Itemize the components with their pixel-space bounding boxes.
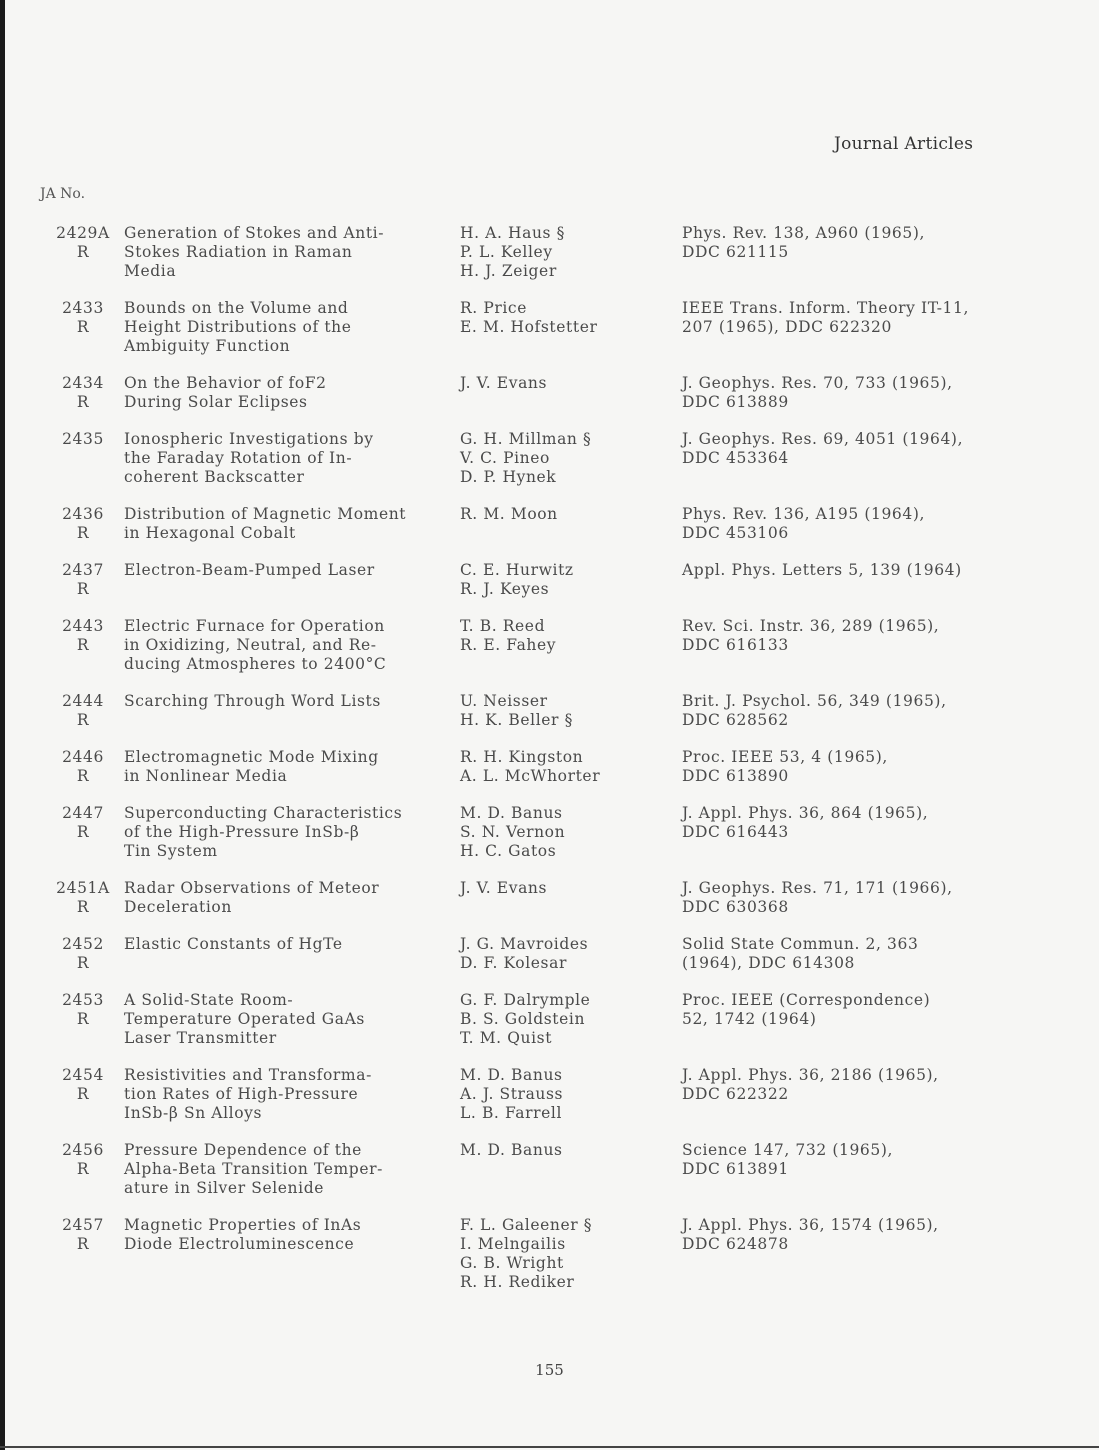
article-title-line: InSb-β Sn Alloys (124, 1104, 263, 1122)
page-edge-rule (0, 0, 5, 1450)
ja-number-value: 2451A (56, 879, 110, 897)
article-title-line: Electron-Beam-Pumped Laser (124, 561, 375, 579)
article-entry (44, 1141, 1064, 1198)
article-reference (682, 299, 1022, 356)
article-authors-line: B. S. Goldstein (460, 1010, 586, 1028)
article-reference (682, 692, 1022, 730)
ja-number (44, 1066, 124, 1123)
ja-number (44, 935, 124, 973)
article-entry (44, 748, 1064, 786)
ja-number-value: 2453 (62, 991, 104, 1009)
ja-number-suffix: R (76, 393, 90, 411)
ja-number (44, 374, 124, 412)
article-reference-line: J. Appl. Phys. 36, 1574 (1965), (682, 1216, 939, 1234)
article-authors (460, 374, 682, 412)
ja-number (44, 505, 124, 543)
article-authors-line: R. Price (460, 299, 527, 317)
article-reference-line: J. Appl. Phys. 36, 864 (1965), (682, 804, 929, 822)
article-title-line: Superconducting Characteristics (124, 804, 403, 822)
ja-number (44, 430, 124, 487)
ja-number (44, 299, 124, 356)
page-number: 155 (535, 1361, 564, 1379)
article-reference-line: IEEE Trans. Inform. Theory IT-11, (682, 299, 969, 317)
ja-number-suffix: R (76, 954, 90, 972)
ja-number-value: 2456 (62, 1141, 104, 1159)
article-authors (460, 617, 682, 674)
article-title-line: tion Rates of High-Pressure (124, 1085, 359, 1103)
article-title-line: in Nonlinear Media (124, 767, 288, 785)
article-authors-line: T. B. Reed (460, 617, 546, 635)
ja-number (44, 804, 124, 861)
article-reference-line: 52, 1742 (1964) (682, 1010, 817, 1028)
article-authors-line: T. M. Quist (460, 1029, 553, 1047)
article-title-line: Alpha-Beta Transition Temper- (124, 1160, 383, 1178)
article-title (124, 561, 460, 599)
article-entry (44, 991, 1064, 1048)
ja-number-suffix: R (76, 1235, 90, 1253)
article-title-line: the Faraday Rotation of In- (124, 449, 353, 467)
ja-number-suffix: R (76, 1010, 90, 1028)
article-title-line: Laser Transmitter (124, 1029, 277, 1047)
article-title-line: Diode Electroluminescence (124, 1235, 355, 1253)
article-authors (460, 1216, 682, 1292)
article-reference (682, 224, 1022, 281)
ja-number-suffix: R (76, 524, 90, 542)
article-authors-line: D. P. Hynek (460, 468, 557, 486)
article-title-line: Temperature Operated GaAs (124, 1010, 365, 1028)
article-title-line: of the High-Pressure InSb-β (124, 823, 360, 841)
ja-number-suffix: R (76, 898, 90, 916)
article-title (124, 430, 460, 487)
article-authors-line: R. H. Kingston (460, 748, 584, 766)
article-entry (44, 430, 1064, 487)
ja-number-value: 2437 (62, 561, 104, 579)
article-reference (682, 804, 1022, 861)
article-reference-line: Phys. Rev. 138, A960 (1965), (682, 224, 926, 242)
article-title-line: Electric Furnace for Operation (124, 617, 385, 635)
article-reference-line: DDC 630368 (682, 898, 789, 916)
article-authors-line: J. V. Evans (460, 879, 548, 897)
article-reference (682, 617, 1022, 674)
article-authors-line: R. H. Rediker (460, 1273, 575, 1291)
article-authors (460, 935, 682, 973)
article-authors (460, 505, 682, 543)
article-authors-line: L. B. Farrell (460, 1104, 563, 1122)
article-reference-line: DDC 453106 (682, 524, 789, 542)
ja-number-suffix: R (76, 823, 90, 841)
journal-article-list (44, 224, 1064, 1310)
article-reference (682, 1066, 1022, 1123)
article-reference (682, 748, 1022, 786)
ja-number-suffix: R (76, 711, 90, 729)
article-title-line: On the Behavior of foF2 (124, 374, 327, 392)
article-authors-line: H. A. Haus § (460, 224, 565, 242)
article-entry (44, 374, 1064, 412)
article-entry (44, 617, 1064, 674)
article-title-line: Ambiguity Function (124, 337, 291, 355)
article-reference-line: Proc. IEEE 53, 4 (1965), (682, 748, 888, 766)
article-title-line: Pressure Dependence of the (124, 1141, 362, 1159)
article-authors (460, 1066, 682, 1123)
article-authors-line: M. D. Banus (460, 804, 563, 822)
article-title-line: Tin System (124, 842, 218, 860)
article-title (124, 1141, 460, 1198)
ja-number-value: 2433 (62, 299, 104, 317)
ja-number (44, 1216, 124, 1292)
ja-number-value: 2444 (62, 692, 104, 710)
article-reference-line: 207 (1965), DDC 622320 (682, 318, 892, 336)
article-reference-line: DDC 616133 (682, 636, 789, 654)
ja-number (44, 692, 124, 730)
article-title (124, 991, 460, 1048)
article-reference-line: DDC 613889 (682, 393, 789, 411)
ja-number-value: 2435 (62, 430, 104, 448)
article-reference-line: (1964), DDC 614308 (682, 954, 856, 972)
article-title-line: coherent Backscatter (124, 468, 305, 486)
article-authors-line: D. F. Kolesar (460, 954, 567, 972)
article-authors-line: R. J. Keyes (460, 580, 550, 598)
ja-number-value: 2457 (62, 1216, 104, 1234)
ja-number (44, 224, 124, 281)
article-reference-line: DDC 613890 (682, 767, 789, 785)
ja-number-value: 2447 (62, 804, 104, 822)
article-authors (460, 692, 682, 730)
article-reference-line: DDC 624878 (682, 1235, 789, 1253)
article-title-line: ducing Atmospheres to 2400°C (124, 655, 387, 673)
article-entry (44, 804, 1064, 861)
article-reference-line: J. Appl. Phys. 36, 2186 (1965), (682, 1066, 939, 1084)
ja-number-suffix: R (76, 243, 90, 261)
ja-number-suffix: R (76, 318, 90, 336)
article-entry (44, 224, 1064, 281)
article-title (124, 692, 460, 730)
article-authors-line: S. N. Vernon (460, 823, 566, 841)
ja-number-suffix: R (76, 1085, 90, 1103)
ja-number (44, 991, 124, 1048)
article-authors (460, 224, 682, 281)
article-title-line: Scarching Through Word Lists (124, 692, 381, 710)
article-reference-line: DDC 616443 (682, 823, 789, 841)
article-title (124, 804, 460, 861)
article-title (124, 935, 460, 973)
article-reference (682, 1216, 1022, 1292)
article-entry (44, 1216, 1064, 1292)
article-reference (682, 505, 1022, 543)
article-reference-line: Rev. Sci. Instr. 36, 289 (1965), (682, 617, 940, 635)
article-title-line: Media (124, 262, 177, 280)
article-title (124, 1216, 460, 1292)
article-title-line: Ionospheric Investigations by (124, 430, 374, 448)
ja-number-suffix: R (76, 636, 90, 654)
ja-number (44, 748, 124, 786)
article-reference-line: Phys. Rev. 136, A195 (1964), (682, 505, 926, 523)
article-title-line: A Solid-State Room- (124, 991, 294, 1009)
article-title (124, 505, 460, 543)
article-authors-line: H. K. Beller § (460, 711, 573, 729)
article-title (124, 374, 460, 412)
article-authors-line: H. C. Gatos (460, 842, 557, 860)
article-authors-line: H. J. Zeiger (460, 262, 557, 280)
article-authors (460, 991, 682, 1048)
article-reference-line: Brit. J. Psychol. 56, 349 (1965), (682, 692, 947, 710)
ja-number-value: 2443 (62, 617, 104, 635)
ja-number-value: 2429A (56, 224, 110, 242)
article-reference (682, 991, 1022, 1048)
article-title-line: Height Distributions of the (124, 318, 352, 336)
article-authors (460, 804, 682, 861)
article-reference-line: DDC 613891 (682, 1160, 789, 1178)
article-reference-line: Appl. Phys. Letters 5, 139 (1964) (682, 561, 962, 579)
article-reference-line: DDC 628562 (682, 711, 789, 729)
article-title (124, 879, 460, 917)
ja-number-value: 2446 (62, 748, 104, 766)
article-authors-line: C. E. Hurwitz (460, 561, 574, 579)
ja-number (44, 1141, 124, 1198)
article-authors-line: E. M. Hofstetter (460, 318, 598, 336)
article-authors (460, 299, 682, 356)
article-entry (44, 692, 1064, 730)
article-reference (682, 374, 1022, 412)
article-authors-line: G. B. Wright (460, 1254, 564, 1272)
article-reference-line: Proc. IEEE (Correspondence) (682, 991, 931, 1009)
article-title-line: Bounds on the Volume and (124, 299, 349, 317)
ja-number-suffix: R (76, 767, 90, 785)
bottom-rule (0, 1446, 1099, 1448)
article-reference (682, 935, 1022, 973)
article-title-line: Deceleration (124, 898, 232, 916)
ja-number-value: 2436 (62, 505, 104, 523)
article-title (124, 1066, 460, 1123)
article-authors (460, 561, 682, 599)
article-title (124, 224, 460, 281)
article-reference-line: DDC 621115 (682, 243, 789, 261)
article-authors-line: R. M. Moon (460, 505, 558, 523)
article-authors (460, 748, 682, 786)
ja-number (44, 561, 124, 599)
article-entry (44, 1066, 1064, 1123)
article-authors-line: J. V. Evans (460, 374, 548, 392)
article-entry (44, 561, 1064, 599)
article-entry (44, 879, 1064, 917)
article-reference-line: J. Geophys. Res. 69, 4051 (1964), (682, 430, 964, 448)
ja-number (44, 617, 124, 674)
article-title-line: Resistivities and Transforma- (124, 1066, 372, 1084)
article-authors-line: A. J. Strauss (460, 1085, 564, 1103)
article-title-line: Stokes Radiation in Raman (124, 243, 353, 261)
article-entry (44, 935, 1064, 973)
article-title-line: Electromagnetic Mode Mixing (124, 748, 379, 766)
article-reference-line: DDC 622322 (682, 1085, 789, 1103)
article-authors-line: P. L. Kelley (460, 243, 553, 261)
article-reference (682, 1141, 1022, 1198)
article-title-line: in Oxidizing, Neutral, and Re- (124, 636, 377, 654)
article-authors-line: U. Neisser (460, 692, 548, 710)
article-entry (44, 299, 1064, 356)
article-title-line: Elastic Constants of HgTe (124, 935, 343, 953)
article-authors-line: V. C. Pineo (460, 449, 550, 467)
article-title-line: ature in Silver Selenide (124, 1179, 324, 1197)
article-authors-line: M. D. Banus (460, 1066, 563, 1084)
ja-number-value: 2434 (62, 374, 104, 392)
article-reference-line: Science 147, 732 (1965), (682, 1141, 894, 1159)
ja-number-suffix: R (76, 1160, 90, 1178)
ja-number-value: 2452 (62, 935, 104, 953)
article-title (124, 617, 460, 674)
article-reference-line: J. Geophys. Res. 71, 171 (1966), (682, 879, 953, 897)
article-title-line: Magnetic Properties of InAs (124, 1216, 362, 1234)
article-reference (682, 879, 1022, 917)
article-authors-line: M. D. Banus (460, 1141, 563, 1159)
article-title (124, 299, 460, 356)
column-label-ja-no: JA No. (40, 186, 86, 202)
article-title-line: Distribution of Magnetic Moment (124, 505, 407, 523)
article-authors (460, 879, 682, 917)
article-authors-line: A. L. McWhorter (460, 767, 601, 785)
article-title-line: Generation of Stokes and Anti- (124, 224, 385, 242)
article-title-line: in Hexagonal Cobalt (124, 524, 296, 542)
article-entry (44, 505, 1064, 543)
article-reference (682, 430, 1022, 487)
article-authors (460, 430, 682, 487)
article-reference-line: J. Geophys. Res. 70, 733 (1965), (682, 374, 953, 392)
article-reference (682, 561, 1022, 599)
article-authors-line: I. Melngailis (460, 1235, 566, 1253)
article-title-line: During Solar Eclipses (124, 393, 308, 411)
ja-number-value: 2454 (62, 1066, 104, 1084)
article-title (124, 748, 460, 786)
ja-number-suffix: R (76, 580, 90, 598)
article-authors-line: J. G. Mavroides (460, 935, 589, 953)
article-authors (460, 1141, 682, 1198)
ja-number (44, 879, 124, 917)
article-authors-line: R. E. Fahey (460, 636, 557, 654)
article-authors-line: G. F. Dalrymple (460, 991, 591, 1009)
article-authors-line: F. L. Galeener § (460, 1216, 593, 1234)
article-title-line: Radar Observations of Meteor (124, 879, 380, 897)
article-reference-line: DDC 453364 (682, 449, 789, 467)
article-authors-line: G. H. Millman § (460, 430, 592, 448)
article-reference-line: Solid State Commun. 2, 363 (682, 935, 919, 953)
section-title: Journal Articles (834, 134, 974, 154)
